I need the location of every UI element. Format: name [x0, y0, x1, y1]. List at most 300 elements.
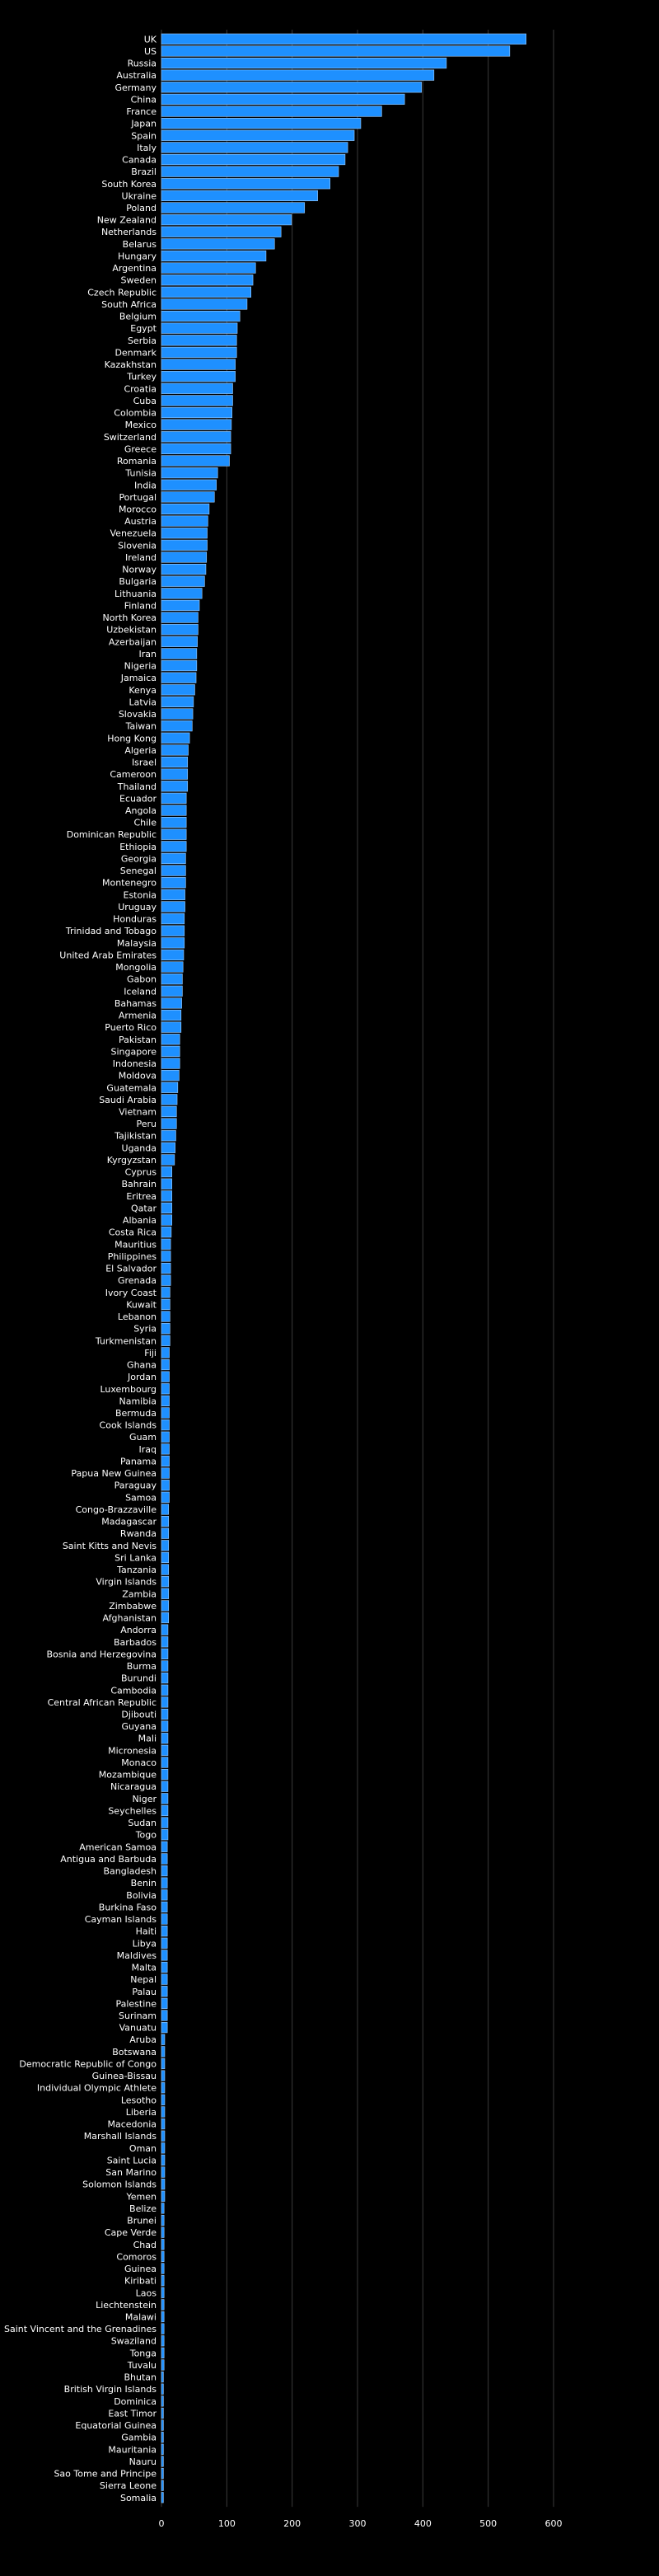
- bar: [161, 1588, 169, 1599]
- bar: [161, 335, 236, 346]
- bar: [161, 2022, 167, 2033]
- category-label: Ivory Coast: [105, 1287, 157, 1298]
- bar: [161, 2011, 167, 2021]
- category-label: Slovenia: [118, 540, 157, 551]
- bar: [161, 1709, 168, 1720]
- category-label: Russia: [127, 58, 157, 69]
- category-label: Tunisia: [125, 467, 157, 479]
- bar: [161, 1119, 176, 1129]
- bar: [161, 203, 305, 213]
- bar: [161, 1794, 168, 1804]
- bar: [161, 2300, 164, 2311]
- category-label: Iceland: [124, 986, 157, 997]
- category-label: Panama: [119, 1456, 157, 1467]
- bar: [161, 214, 292, 225]
- bar: [161, 1842, 167, 1852]
- category-label: Colombia: [114, 407, 157, 419]
- category-label: Bolivia: [126, 1889, 157, 1901]
- bar: [161, 2468, 163, 2479]
- bar: [161, 1383, 170, 1394]
- category-label: US: [143, 45, 157, 57]
- bar: [161, 70, 434, 81]
- category-label: Turkey: [127, 371, 157, 382]
- bar: [161, 2203, 164, 2214]
- bar: [161, 1263, 171, 1274]
- bar: [161, 154, 345, 165]
- category-label: San Marino: [105, 2167, 157, 2179]
- category-label: Georgia: [120, 853, 157, 865]
- bar: [161, 1082, 178, 1093]
- category-label: Armenia: [118, 1010, 157, 1021]
- category-label: Tajikistan: [115, 1130, 157, 1142]
- category-label: Croatia: [124, 383, 157, 395]
- category-label: Jamaica: [120, 673, 157, 684]
- category-label: El Salvador: [105, 1263, 157, 1274]
- bar: [161, 2456, 163, 2467]
- bar: [161, 347, 236, 358]
- category-label: Kazakhstan: [104, 359, 157, 371]
- category-label: Maldives: [116, 1950, 157, 1961]
- category-label: Iraq: [138, 1443, 157, 1455]
- category-label: Tanzania: [117, 1565, 157, 1576]
- bar: [161, 118, 361, 129]
- bar: [161, 516, 208, 527]
- category-label: Samoa: [125, 1492, 157, 1504]
- x-tick-label: 600: [544, 2518, 563, 2530]
- category-label: Turkmenistan: [95, 1335, 157, 1347]
- bar: [161, 1673, 168, 1683]
- bar: [161, 2287, 164, 2298]
- category-label: Lesotho: [120, 2095, 157, 2106]
- category-label: Bermuda: [115, 1407, 157, 1419]
- category-label: Mozambique: [98, 1769, 157, 1781]
- bar: [161, 2324, 164, 2334]
- bar: [161, 805, 186, 816]
- bar: [161, 2372, 163, 2382]
- bar: [161, 1636, 168, 1647]
- category-label: Sri Lanka: [115, 1552, 157, 1564]
- bar: [161, 1998, 167, 2009]
- bar: [161, 1601, 169, 1612]
- category-label: Burkina Faso: [98, 1902, 157, 1913]
- bar: [161, 1697, 168, 1708]
- category-label: Palau: [132, 1986, 157, 1997]
- bar: [161, 540, 208, 551]
- bar: [161, 974, 182, 984]
- bar: [161, 2384, 163, 2395]
- bar: [161, 2131, 165, 2142]
- category-label: Tuvalu: [127, 2359, 157, 2371]
- category-label: Belarus: [122, 238, 157, 250]
- category-label: Guatemala: [106, 1082, 157, 1094]
- bar: [161, 1818, 168, 1828]
- x-tick-label: 0: [158, 2518, 165, 2530]
- category-label: Uzbekistan: [106, 624, 157, 636]
- category-label: China: [130, 94, 157, 106]
- bar: [161, 1130, 175, 1141]
- category-label: Djibouti: [121, 1709, 157, 1720]
- x-tick-label: 200: [283, 2518, 301, 2530]
- category-label: Cook Islands: [99, 1419, 157, 1431]
- category-label: Bahamas: [114, 997, 157, 1009]
- category-label: Nicaragua: [110, 1781, 157, 1793]
- bar: [161, 1685, 168, 1696]
- bar: [161, 1769, 168, 1780]
- category-label: Guyana: [121, 1721, 157, 1733]
- bar: [161, 1155, 175, 1166]
- bar: [161, 589, 202, 599]
- bar: [161, 274, 253, 285]
- category-label: Canada: [122, 154, 157, 166]
- bar: [161, 1058, 180, 1069]
- bar: [161, 311, 240, 321]
- category-label: Gambia: [121, 2432, 157, 2443]
- category-label: Austria: [124, 516, 157, 528]
- category-label: Chad: [133, 2239, 157, 2250]
- bar: [161, 2264, 164, 2274]
- bar: [161, 684, 194, 695]
- bar: [161, 1902, 167, 1912]
- bar: [161, 130, 354, 141]
- bar: [161, 1974, 167, 1985]
- bar: [161, 2107, 165, 2118]
- category-label: Central African Republic: [47, 1696, 157, 1708]
- category-label: Sao Tome and Principe: [54, 2468, 157, 2480]
- category-label: Cambodia: [110, 1685, 157, 1696]
- category-label: Ukraine: [121, 190, 157, 202]
- bar: [161, 757, 188, 767]
- bar: [161, 877, 185, 888]
- bar: [161, 1516, 169, 1527]
- category-label: Kyrgyzstan: [106, 1154, 157, 1166]
- bar: [161, 2420, 163, 2431]
- category-label: Saudi Arabia: [99, 1094, 157, 1105]
- category-label: Fiji: [144, 1347, 157, 1358]
- category-label: Eritrea: [126, 1190, 157, 1202]
- bar: [161, 2335, 164, 2346]
- bar: [161, 1480, 170, 1490]
- category-label: Surinam: [119, 2010, 157, 2021]
- bar: [161, 2082, 165, 2093]
- category-label: Norway: [122, 564, 157, 575]
- category-label: Guinea-Bissau: [91, 2071, 157, 2082]
- bar: [161, 552, 207, 563]
- bar: [161, 239, 274, 250]
- category-label: Yemen: [126, 2191, 157, 2203]
- bar: [161, 2348, 164, 2358]
- bar: [161, 2058, 165, 2069]
- category-label: New Zealand: [96, 214, 157, 226]
- category-label: South Africa: [101, 298, 157, 310]
- category-label: Italy: [137, 142, 157, 153]
- bar: [161, 383, 232, 394]
- bar: [161, 190, 318, 201]
- bar: [161, 1348, 170, 1358]
- bar: [161, 2275, 164, 2286]
- bar: [161, 1805, 168, 1816]
- category-label: Aruba: [129, 2034, 157, 2046]
- bar: [161, 1095, 177, 1105]
- bar: [161, 1239, 171, 1250]
- category-label: Tonga: [129, 2348, 157, 2359]
- bar: [161, 1504, 169, 1515]
- bar: [161, 1962, 167, 1973]
- category-label: Uganda: [121, 1143, 157, 1154]
- category-label: Indonesia: [112, 1058, 157, 1070]
- bar: [161, 431, 231, 442]
- category-label: Papua New Guinea: [71, 1468, 157, 1480]
- category-label: Hong Kong: [107, 733, 157, 744]
- bar: [161, 612, 198, 623]
- category-label: North Korea: [102, 612, 157, 624]
- category-label: Luxembourg: [100, 1383, 157, 1395]
- category-label: Brunei: [127, 2215, 157, 2226]
- category-label: France: [126, 106, 157, 118]
- bar: [161, 564, 206, 575]
- bar: [161, 1661, 168, 1672]
- category-label: Oman: [129, 2142, 157, 2154]
- bar: [161, 106, 381, 117]
- category-label: Iran: [138, 648, 157, 659]
- category-label: Nigeria: [124, 660, 157, 672]
- category-label: Libya: [132, 1938, 157, 1950]
- bar: [161, 998, 182, 1009]
- category-label: Malawi: [124, 2311, 157, 2323]
- category-label: Sweden: [120, 274, 157, 286]
- bar: [161, 1046, 180, 1057]
- category-label: Mongolia: [115, 962, 157, 974]
- bar: [161, 889, 185, 900]
- category-label: Burma: [126, 1661, 157, 1673]
- category-label: Micronesia: [108, 1745, 157, 1757]
- bar: [161, 817, 186, 828]
- bar: [161, 1986, 167, 1997]
- bar: [161, 1070, 179, 1081]
- bar: [161, 2480, 163, 2491]
- bar: [161, 263, 255, 274]
- category-label: India: [134, 480, 157, 491]
- category-label: Puerto Rico: [105, 1022, 157, 1034]
- category-label: Individual Olympic Athlete: [36, 2082, 157, 2094]
- category-label: Spain: [131, 130, 157, 142]
- category-label: Somalia: [119, 2492, 157, 2503]
- bar: [161, 829, 186, 840]
- bar: [161, 1419, 170, 1430]
- bar: [161, 2444, 163, 2455]
- bar: [161, 1444, 170, 1455]
- bar: [161, 1299, 170, 1310]
- bar: [161, 745, 189, 756]
- category-label: Mauritius: [115, 1239, 157, 1250]
- bar: [161, 1179, 172, 1189]
- bar: [161, 853, 185, 864]
- bar: [161, 1733, 168, 1743]
- bar: [161, 2408, 163, 2419]
- bar: [161, 709, 193, 720]
- category-label: Virgin Islands: [96, 1576, 157, 1588]
- category-label: Algeria: [124, 744, 157, 756]
- bar: [161, 720, 192, 731]
- x-tick-label: 100: [217, 2518, 236, 2530]
- category-label: Portugal: [119, 491, 157, 503]
- category-label: Lithuania: [115, 588, 157, 599]
- category-label: American Samoa: [79, 1842, 157, 1853]
- category-label: Netherlands: [100, 227, 157, 238]
- category-label: Nepal: [130, 1974, 157, 1986]
- category-label: Solomon Islands: [82, 2179, 157, 2190]
- category-label: Mali: [138, 1733, 157, 1744]
- category-label: Latvia: [129, 697, 157, 708]
- bar: [161, 1203, 172, 1213]
- bar: [161, 1565, 169, 1575]
- bar: [161, 1854, 167, 1865]
- bar: [161, 396, 232, 406]
- category-label: Niger: [132, 1793, 157, 1804]
- bar: [161, 2360, 164, 2371]
- bar: [161, 492, 214, 503]
- category-label: Finland: [124, 600, 157, 612]
- bar: [161, 1552, 169, 1563]
- category-label: Japan: [131, 118, 157, 129]
- category-label: Czech Republic: [87, 287, 157, 298]
- category-label: Trinidad and Tobago: [65, 926, 157, 937]
- category-label: Guinea: [124, 2264, 157, 2275]
- category-label: Marshall Islands: [83, 2131, 157, 2142]
- bar: [161, 504, 209, 514]
- bar: [161, 2167, 165, 2178]
- bar: [161, 178, 330, 189]
- category-label: East Timor: [108, 2408, 157, 2419]
- bar: [161, 420, 231, 430]
- bar: [161, 1889, 167, 1900]
- category-label: Senegal: [119, 866, 157, 877]
- bar: [161, 697, 194, 707]
- category-label: Brazil: [131, 167, 157, 178]
- category-label: Mexico: [124, 420, 157, 431]
- bar: [161, 1359, 170, 1370]
- bar: [161, 962, 183, 973]
- bar: [161, 673, 196, 683]
- bar: [161, 866, 185, 876]
- category-label: Rwanda: [119, 1528, 157, 1540]
- bar: [161, 1612, 169, 1623]
- category-label: Slovakia: [118, 709, 157, 720]
- bar: [161, 2239, 164, 2250]
- bar: [161, 1396, 170, 1406]
- x-tick-label: 400: [414, 2518, 432, 2530]
- category-label: Sudan: [128, 1818, 157, 1829]
- category-label: Namibia: [119, 1396, 157, 1407]
- category-label: Kenya: [129, 684, 157, 696]
- bar: [161, 649, 197, 659]
- category-label: Equatorial Guinea: [75, 2420, 157, 2432]
- bar: [161, 2227, 164, 2238]
- bar: [161, 781, 188, 791]
- category-label: Saint Lucia: [106, 2155, 157, 2166]
- category-label: Antigua and Barbuda: [60, 1853, 157, 1865]
- category-label: Cameroon: [110, 769, 157, 781]
- category-label: Chile: [133, 817, 157, 828]
- bar: [161, 1541, 169, 1551]
- category-label: Haiti: [135, 1926, 157, 1937]
- bar: [161, 82, 422, 92]
- category-label: Uruguay: [118, 901, 157, 913]
- bar: [161, 287, 251, 298]
- category-label: Bhutan: [124, 2372, 157, 2383]
- bar: [161, 1215, 172, 1226]
- category-label: Guam: [129, 1432, 157, 1443]
- category-label: UK: [143, 34, 157, 45]
- category-label: Monaco: [121, 1757, 157, 1768]
- bar: [161, 467, 217, 478]
- bar: [161, 1649, 168, 1659]
- bar: [161, 359, 236, 370]
- bar: [161, 2251, 164, 2262]
- category-label: Togo: [135, 1829, 157, 1841]
- category-label: Poland: [126, 202, 157, 213]
- category-label: Costa Rica: [108, 1227, 157, 1238]
- category-label: Nauru: [129, 2456, 157, 2467]
- category-label: Cayman Islands: [84, 1914, 157, 1926]
- category-label: Taiwan: [125, 720, 157, 732]
- bar: [161, 46, 510, 57]
- bar: [161, 1106, 176, 1117]
- bar: [161, 2143, 165, 2154]
- bar: [161, 167, 339, 177]
- bar: [161, 1781, 168, 1792]
- category-label: Lebanon: [117, 1311, 157, 1323]
- category-label: Venezuela: [110, 528, 157, 539]
- category-label: Macedonia: [107, 2119, 157, 2130]
- bar: [161, 1576, 169, 1587]
- bar: [161, 1829, 168, 1840]
- bar: [161, 926, 185, 936]
- category-label: Hungary: [118, 251, 157, 262]
- category-label: Estonia: [123, 889, 157, 901]
- category-label: Syria: [133, 1323, 157, 1335]
- bar: [161, 1456, 170, 1466]
- bar: [161, 323, 237, 334]
- bar: [161, 443, 231, 454]
- bar: [161, 456, 230, 467]
- category-label: Malta: [131, 1962, 157, 1973]
- category-label: Afghanistan: [102, 1612, 157, 1624]
- category-label: Swaziland: [110, 2335, 157, 2347]
- bar: [161, 950, 184, 960]
- category-label: Ghana: [127, 1359, 157, 1371]
- category-label: Saint Kitts and Nevis: [62, 1540, 157, 1551]
- category-label: Vietnam: [119, 1106, 157, 1118]
- category-label: United Arab Emirates: [59, 950, 157, 961]
- bar: [161, 2396, 163, 2407]
- category-label: Montenegro: [101, 877, 157, 889]
- category-label: Belgium: [119, 311, 157, 322]
- bar: [161, 1950, 167, 1961]
- category-label: Israel: [131, 757, 157, 768]
- bar: [161, 636, 198, 647]
- bar: [161, 938, 185, 949]
- category-label: Botswana: [112, 2046, 157, 2058]
- category-label: Madagascar: [101, 1516, 157, 1527]
- bar: [161, 1528, 169, 1539]
- category-label: Laos: [135, 2287, 157, 2299]
- bar: [161, 1166, 172, 1177]
- bar: [161, 2311, 164, 2322]
- category-label: Bulgaria: [119, 576, 157, 588]
- category-label: Dominica: [114, 2395, 157, 2407]
- bar: [161, 94, 404, 105]
- category-label: Seychelles: [108, 1805, 157, 1817]
